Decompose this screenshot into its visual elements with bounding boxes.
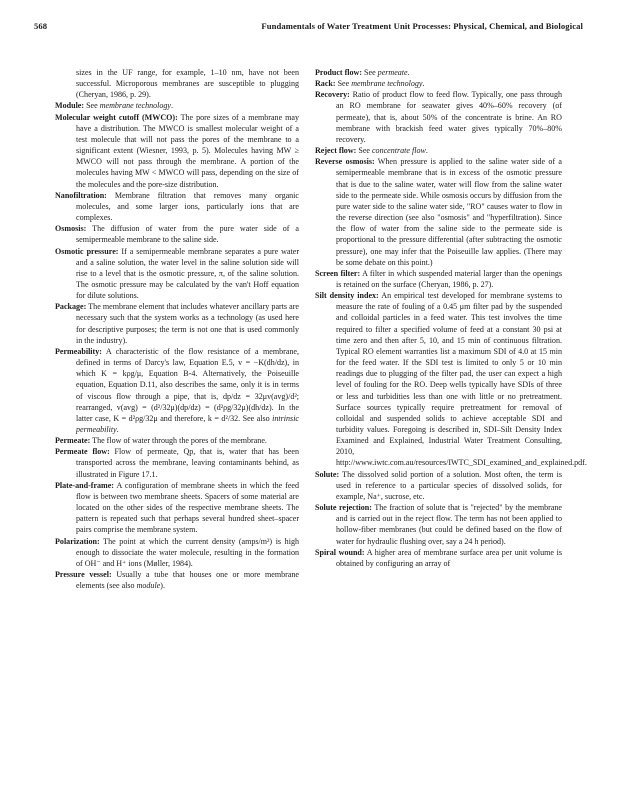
entry-definition: If a semipermeable membrane separates a pure water and a saline solution, the water level in the saline solution side will rise to a level that is the osmotic pressure, π, of the saline solution. The osmotic pressure may be calculated by the van't Hoff equation for dilute solutions. bbox=[76, 246, 299, 301]
glossary-entry-polarization bbox=[55, 536, 299, 569]
entry-cross-reference: membrane technology bbox=[99, 101, 172, 111]
entry-definition: See bbox=[335, 79, 352, 89]
entry-definition: The fraction of solute that is "rejected" by the membrane and is carried out in the reject flow. The term has not been applied to hollow-fiber membranes (but could be defined based on the flow of water for hydraulic flushing over, say a 24 h period). bbox=[336, 503, 562, 546]
entry-punctuation: . bbox=[171, 101, 174, 111]
entry-definition: The point at which the current density (amps/m²) is high enough to dissociate the water molecule, resulting in the formation of OH⁻ and H⁺ ions (Møller, 1984). bbox=[76, 536, 299, 568]
entry-term: Silt density index: bbox=[315, 291, 379, 301]
entry-definition: Flow of permeate, Qp, that is, water that has been transported across the membrane, leaving contaminants behind, as illustrated in Figure 17.1. bbox=[76, 447, 299, 479]
entry-term: Module: bbox=[55, 101, 85, 111]
entry-term: Permeability: bbox=[55, 346, 102, 356]
glossary-entry-osmotic-pressure bbox=[55, 246, 299, 302]
entry-definition: The pore sizes of a membrane may have a distribution. The MWCO is smallest molecular weight of a test molecule that will not pass the pores of the membrane to a significant extent (Wiesner, 1993, p. 5). Molecules having MW ≥ MWCO will not pass through the membrane. A portion of the molecules having MW < MWCO will pass, depending on the size of the molecules and the pore-size distribution. bbox=[76, 112, 299, 189]
entry-term: Reject flow: bbox=[315, 146, 357, 156]
entry-definition: The membrane element that includes whatever ancillary parts are necessary such that the system works as a technology (as used here for descriptive purposes; the term is not one that is used commonly in the industry). bbox=[76, 302, 299, 345]
entry-definition: See bbox=[84, 101, 100, 111]
entry-punctuation: . bbox=[407, 68, 410, 77]
entry-definition: An empirical test developed for membrane systems to measure the rate of fouling of a 0.45 μm filter pad by the suspended and colloidal particles in a feed water. This test involves the time required to filter a specified volume of feed at a constant 30 psi at time zero and then after 5, 10, and 15 min of continuous filtration. Typical RO element warranties list a maximum SDI of 4.0 at 15 min for the feed water. If the SDI test is limited to only 5 or 10 min readings due to plugging of the filter pad, the user can expect a high level of fouling for the RO. Deep wells typically have SDIs of three or less and turbidities less than one with little or no pretreatment. Surface sources typically require pretreatment for removal of colloidal and suspended solids to achieve acceptable SDI and turbidity values. Foregoing is described in, SDI–Silt Density Index Examined and Explained, Industrial Water Treatment Consulting, 2010, http://www.iwtc.com.au/resources/IWTC_SDI_examined_and_explained.pdf. bbox=[336, 291, 587, 468]
entry-term: Molecular weight cutoff (MWCO): bbox=[55, 112, 178, 122]
glossary-entry-molecular-weight-cutoff-mwco bbox=[55, 112, 299, 190]
entry-definition: The diffusion of water from the pure water side of a semipermeable membrane to the saline side. bbox=[76, 224, 299, 245]
glossary-entry-recovery bbox=[315, 89, 562, 145]
entry-definition: The dissolved solid portion of a solution. Most often, the term is used in reference to a particular species of dissolved solids, for example, Na⁺, sucrose, etc. bbox=[336, 469, 562, 501]
entry-term: Rack: bbox=[315, 79, 336, 89]
glossary-entry-spiral-wound bbox=[315, 547, 562, 569]
entry-term: Permeate flow: bbox=[55, 447, 110, 457]
entry-punctuation: . bbox=[425, 146, 428, 156]
entry-term: Solute rejection: bbox=[315, 503, 372, 513]
glossary-entry-nanofiltration bbox=[55, 190, 299, 223]
entry-definition: A characteristic of the flow resistance of a membrane, defined in terms of Darcy's law, Equation E.5, v = −K(dh/dz), in which K = kρg/μ, Equation B-4. Alternatively, the Poiseuille equation, Equation D.11, also describes the same, only it is in terms of viscous flow through a pipe, that is, dp/dz = 32μv(avg)/d²; rearranged, v(avg) = (d²/32μ)(dp/dz) = (d²ρg/32μ)(dh/dz). In the latter case, K = d²ρg/32μ and therefore, k = d²/32. See also bbox=[76, 346, 299, 423]
entry-term: Nanofiltration: bbox=[55, 190, 107, 200]
glossary-entry-package bbox=[55, 301, 299, 346]
entry-cross-reference: permeate bbox=[377, 68, 408, 77]
glossary-entry-plate-and-frame bbox=[55, 480, 299, 536]
glossary-entry-osmosis bbox=[55, 223, 299, 245]
glossary-entry-product-flow bbox=[315, 67, 562, 78]
entry-cross-reference: membrane technology bbox=[351, 79, 423, 89]
glossary-entry-rack bbox=[315, 78, 562, 89]
entry-term: Spiral wound: bbox=[315, 547, 365, 557]
entry-term: Polarization: bbox=[55, 536, 100, 546]
left-column bbox=[55, 67, 299, 591]
entry-cross-reference: concentrate flow bbox=[371, 146, 426, 156]
entry-term: Solute: bbox=[315, 469, 340, 479]
glossary-entry-module bbox=[55, 100, 299, 111]
glossary-entry-reverse-osmosis bbox=[315, 156, 562, 268]
entry-punctuation: . bbox=[116, 425, 119, 434]
entry-term: Osmotic pressure: bbox=[55, 246, 119, 256]
entry-definition: A filter in which suspended material larger than the openings is retained on the surface (Cheryan, 1986, p. 27). bbox=[336, 268, 562, 289]
entry-definition: Ratio of product flow to feed flow. Typically, one pass through an RO membrane for seawater gives 40%–60% recovery (of permeate), that is, about 50% of the concentrate is brine. An RO membrane with brackish feed water gives typically 70%–80% recovery. bbox=[336, 90, 562, 144]
entry-cross-reference: module bbox=[136, 581, 161, 591]
entry-term: Permeate: bbox=[55, 436, 91, 446]
entry-definition: Membrane filtration that removes many organic molecules, and some larger ions, particularly ions that are complexes. bbox=[76, 190, 299, 223]
entry-term: Pressure vessel: bbox=[55, 570, 112, 580]
page-number: 568 bbox=[34, 21, 48, 31]
glossary-entry-solute-rejection bbox=[315, 502, 562, 547]
entry-term: Screen filter: bbox=[315, 268, 361, 278]
glossary-entry-solute bbox=[315, 469, 562, 502]
entry-definition: See bbox=[356, 146, 372, 156]
entry-punctuation: ). bbox=[160, 581, 165, 591]
glossary-entry-permeability bbox=[55, 346, 299, 435]
glossary-entry-pressure-vessel bbox=[55, 569, 299, 591]
page-header bbox=[34, 21, 583, 35]
glossary-entry-screen-filter bbox=[315, 268, 562, 290]
entry-term: Reverse osmosis: bbox=[315, 157, 375, 167]
glossary-entry-silt-density-index bbox=[315, 290, 587, 469]
right-column bbox=[315, 67, 587, 569]
entry-term: Package: bbox=[55, 302, 87, 312]
continued-text: sizes in the UF range, for example, 1–10 nm, have not been successful. Microporous membranes are susceptible to plugging (Cheryan, 1986, p. 29). bbox=[76, 68, 299, 100]
entry-definition: A higher area of membrane surface area per unit volume is obtained by configuring an array of bbox=[336, 547, 562, 568]
entry-definition: The flow of water through the pores of the membrane. bbox=[90, 436, 267, 446]
entry-term: Product flow: bbox=[315, 68, 363, 77]
entry-definition: A configuration of membrane sheets in which the feed flow is between two membrane sheets. Spacers of some material are located on the other sides of the respective membrane sheets. The pattern is repeated such that perhaps several hundred sheet–spacer pairs comprise the membrane system. bbox=[76, 480, 299, 535]
glossary-entry-permeate bbox=[55, 435, 299, 446]
entry-term: Plate-and-frame: bbox=[55, 480, 114, 490]
running-title: Fundamentals of Water Treatment Unit Processes: Physical, Chemical, and Biological bbox=[261, 21, 583, 31]
entry-definition: When pressure is applied to the saline water side of a semipermeable membrane that is in excess of the osmotic pressure that is due to the saline water, water will flow from the saline water side to the permeate side. While osmosis occurs by diffusion from the pure water side to the saline water side, "RO" causes water to flow in the reverse direction (see also "osmosis" and "hyperfiltration). Since the flow of water from the saline side to the permeate side is proportional to the pressure differential (after subtracting the osmotic pressure), one may infer that the Poiseuille law applies. (There may be some debate on this point.) bbox=[336, 157, 563, 267]
entry-cross-reference: intrinsic permeability bbox=[76, 413, 299, 434]
entry-definition: See bbox=[362, 68, 378, 77]
entry-definition: Usually a tube that houses one or more membrane elements (see also bbox=[76, 570, 299, 591]
entry-term: Osmosis: bbox=[55, 224, 87, 234]
glossary-entry-permeate-flow bbox=[55, 446, 299, 479]
glossary-entry-reject-flow bbox=[315, 145, 562, 156]
entry-term: Recovery: bbox=[315, 90, 350, 100]
entry-punctuation: . bbox=[422, 79, 425, 89]
